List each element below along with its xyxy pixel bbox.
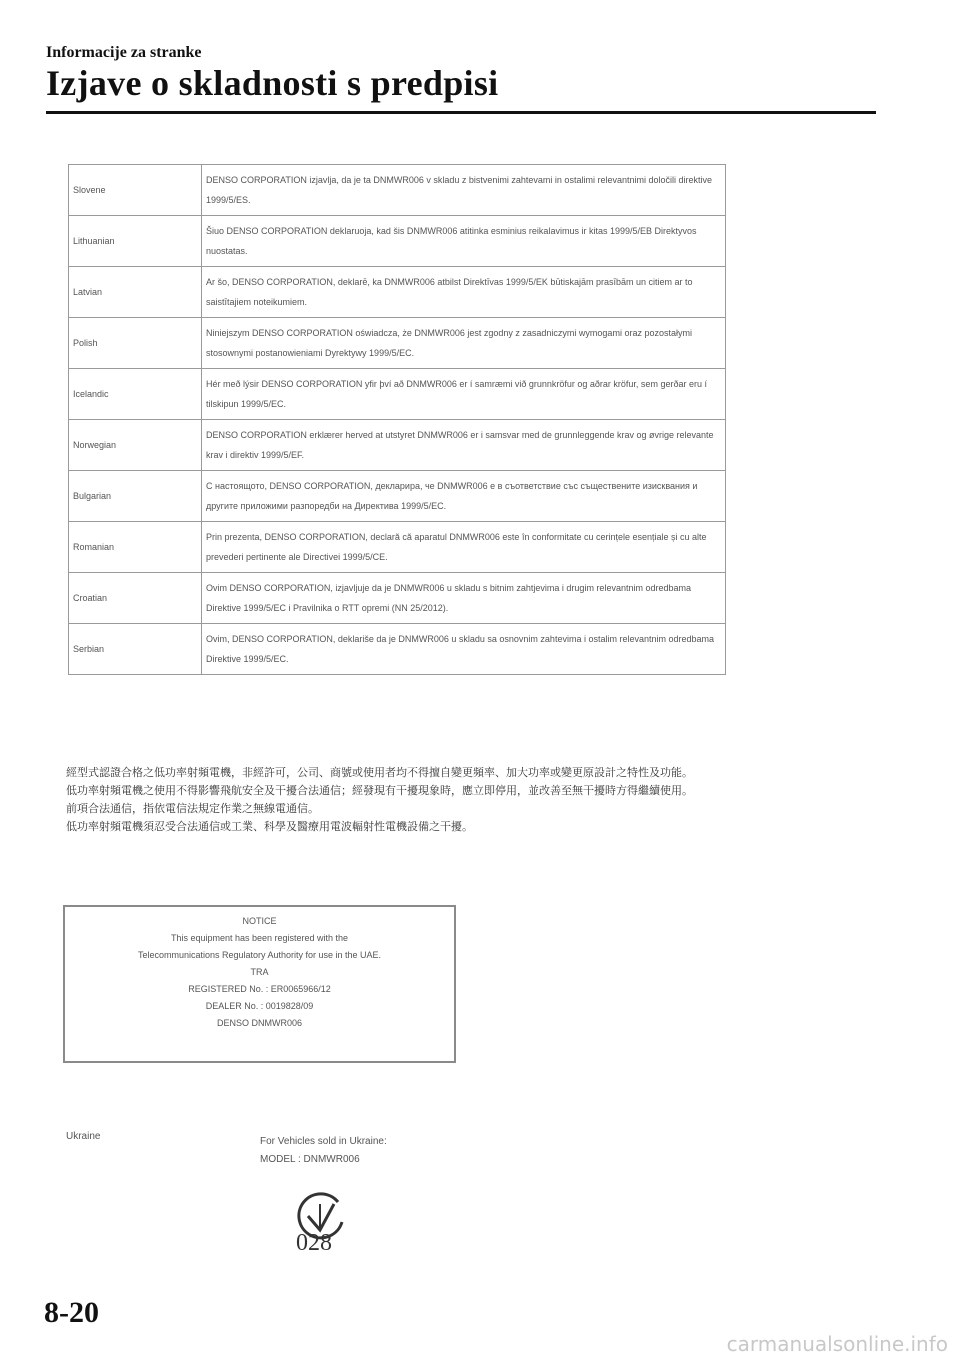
page-number: 8-20 xyxy=(44,1296,99,1329)
declaration-language: Bulgarian xyxy=(69,471,202,522)
ukraine-info-line: For Vehicles sold in Ukraine: xyxy=(260,1136,387,1147)
uae-notice-line: This equipment has been registered with the xyxy=(170,933,349,943)
ukraine-mark-code: 028 xyxy=(296,1230,332,1256)
declaration-language: Slovene xyxy=(69,165,202,216)
declaration-text: Ovim DENSO CORPORATION, izjavljuje da je DNMWR006 u skladu s bitnim zahtjevima i drugim relevantnim odredbama Direktive 1999/5/EC i Pravilnika o RTT opremi (NN 25/2012). xyxy=(202,573,726,624)
title-rule xyxy=(46,111,876,114)
declaration-row xyxy=(69,165,726,216)
uae-notice-heading: NOTICE xyxy=(242,916,277,926)
declaration-row xyxy=(69,624,726,675)
uae-registered-number: REGISTERED No. : ER0065966/12 xyxy=(188,984,331,994)
ukraine-label: Ukraine xyxy=(66,1131,101,1142)
taiwan-notice-line: 經型式認證合格之低功率射頻電機，非經許可，公司、商號或使用者均不得擅自變更頻率、加大功率或變更原設計之特性及功能。 xyxy=(66,767,693,779)
declaration-text: Ar šo, DENSO CORPORATION, deklarē, ka DNMWR006 atbilst Direktīvas 1999/5/EK būtiskajām prasībām un citiem ar to saistītajiem noteikumiem. xyxy=(202,267,726,318)
taiwan-notice-line: 低功率射頻電機之使用不得影響飛航安全及干擾合法通信；經發現有干擾現象時，應立即停用，並改善至無干擾時方得繼續使用。 xyxy=(66,785,693,797)
ukraine-info xyxy=(260,1133,387,1169)
declaration-language: Croatian xyxy=(69,573,202,624)
declaration-text: Šiuo DENSO CORPORATION deklaruoja, kad šis DNMWR006 atitinka esminius reikalavimus ir kitas 1999/5/EB Direktyvos nuostatas. xyxy=(202,216,726,267)
declaration-text: С настоящото, DENSO CORPORATION, декларира, че DNMWR006 е в съответствие със съществените изисквания и другите приложими разпоредби на Директива 1999/5/ЕС. xyxy=(202,471,726,522)
declaration-language: Norwegian xyxy=(69,420,202,471)
declaration-text: DENSO CORPORATION erklærer herved at utstyret DNMWR006 er i samsvar med de grunnleggende krav og øvrige relevante krav i direktiv 1999/5/EF. xyxy=(202,420,726,471)
declaration-text: Hér með lýsir DENSO CORPORATION yfir því að DNMWR006 er í samræmi við grunnkröfur og aðrar kröfur, sem gerðar eru í tilskipun 1999/5/EC. xyxy=(202,369,726,420)
declaration-text: Prin prezenta, DENSO CORPORATION, declară că aparatul DNMWR006 este în conformitate cu cerințele esențiale și cu alte prevederi pertinente ale Directivei 1999/5/CE. xyxy=(202,522,726,573)
ukraine-model: MODEL : DNMWR006 xyxy=(260,1154,360,1165)
uae-notice-line: TRA xyxy=(250,967,269,977)
page-title: Izjave o skladnosti s predpisi xyxy=(46,63,499,103)
section-label: Informacije za stranke xyxy=(46,44,202,61)
declaration-row xyxy=(69,573,726,624)
declaration-row xyxy=(69,216,726,267)
declaration-row xyxy=(69,471,726,522)
declaration-text: DENSO CORPORATION izjavlja, da je ta DNMWR006 v skladu z bistvenimi zahtevami in ostalimi relevantnimi določili direktive 1999/5/ES. xyxy=(202,165,726,216)
uae-dealer-number: DEALER No. : 0019828/09 xyxy=(205,1001,314,1011)
taiwan-notice-line: 低功率射頻電機須忍受合法通信或工業、科學及醫療用電波輻射性電機設備之干擾。 xyxy=(66,821,473,833)
declaration-language: Lithuanian xyxy=(69,216,202,267)
declaration-language: Serbian xyxy=(69,624,202,675)
watermark: carmanualsonline.info xyxy=(726,1332,948,1356)
declaration-language: Polish xyxy=(69,318,202,369)
declarations-table xyxy=(68,164,726,675)
uae-notice-model: DENSO DNMWR006 xyxy=(216,1018,302,1028)
declaration-row xyxy=(69,420,726,471)
declaration-row xyxy=(69,522,726,573)
taiwan-notice xyxy=(66,764,886,836)
declaration-language: Latvian xyxy=(69,267,202,318)
uae-notice-line: Telecommunications Regulatory Authority for use in the UAE. xyxy=(137,950,382,960)
declaration-row xyxy=(69,318,726,369)
declaration-row xyxy=(69,267,726,318)
taiwan-notice-line: 前項合法通信，指依電信法規定作業之無線電通信。 xyxy=(66,803,319,815)
declaration-text: Ovim, DENSO CORPORATION, deklariše da je DNMWR006 u skladu sa osnovnim zahtevima i ostalim relevantnim odredbama Direktive 1999/5/EC. xyxy=(202,624,726,675)
declaration-row xyxy=(69,369,726,420)
declaration-language: Romanian xyxy=(69,522,202,573)
declaration-language: Icelandic xyxy=(69,369,202,420)
uae-notice-box xyxy=(63,905,456,1063)
declaration-text: Niniejszym DENSO CORPORATION oświadcza, że DNMWR006 jest zgodny z zasadniczymi wymogami oraz pozostałymi stosownymi postanowieniami Dyrektywy 1999/5/EC. xyxy=(202,318,726,369)
